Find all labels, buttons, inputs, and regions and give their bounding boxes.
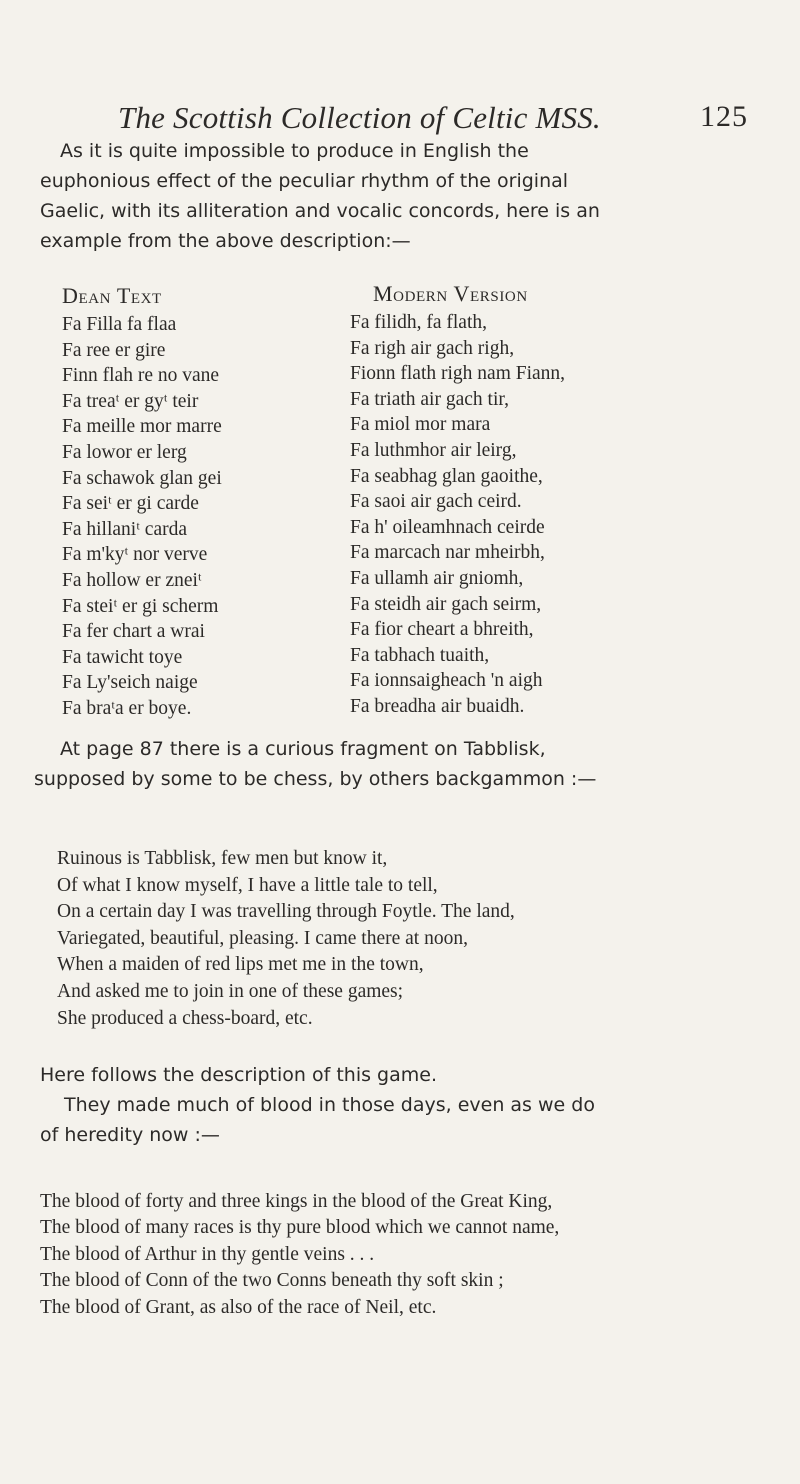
verse-line: Fa braᵗa er boye. (62, 697, 192, 719)
verse-line: Fa steiᵗ er gi scherm (62, 595, 219, 617)
verse-line: Fionn flath righ nam Fiann, (350, 363, 566, 385)
verse-line: Fa h' oileamhnach ceirde (350, 516, 545, 538)
verse-line: Finn flah re no vane (62, 365, 220, 387)
blood-line: The blood of forty and three kings in the blood of the Great King, (40, 1191, 553, 1212)
verse-line: Fa hollow er zneiᵗ (62, 569, 202, 591)
verse-line: Fa meille mor marre (62, 416, 222, 438)
blood-line: The blood of Grant, as also of the race of Neil, etc. (40, 1296, 437, 1318)
verse-line: Fa seiᵗ er gi carde (62, 493, 199, 515)
verse-line: Fa breadha air buaidh. (350, 695, 525, 717)
modern-version-verse (350, 310, 565, 720)
verse-line: Fa ionnsaigheach 'n aigh (350, 670, 543, 692)
verse-line: Fa lowor er lerg (62, 441, 187, 463)
poem-line: She produced a chess-board, etc. (57, 1007, 313, 1029)
poem-line: Of what I know myself, I have a little tale to tell, (57, 874, 438, 896)
intro-line: Gaelic, with its alliteration and vocalic concords, here is an (40, 200, 600, 222)
verse-line: Fa righ air gach righ, (350, 337, 515, 359)
poem-line: Variegated, beautiful, pleasing. I came there at noon, (57, 927, 468, 949)
verse-line: Fa miol mor mara (350, 414, 491, 436)
verse-line: Fa fer chart a wrai (62, 621, 205, 643)
modern-version-column (350, 282, 565, 720)
verse-line: Fa ullamh air gniomh, (350, 567, 524, 589)
verse-line: Fa luthmhor air leirg, (350, 439, 517, 461)
running-head (118, 100, 748, 140)
intro-line: As it is quite impossible to produce in English the (60, 140, 529, 162)
verse-line: Fa seabhag glan gaoithe, (350, 465, 543, 487)
verse-line: Fa fior cheart a bhreith, (350, 619, 534, 641)
verse-line: Fa Filla fa flaa (62, 314, 177, 335)
verse-line: Fa treaᵗ er gyᵗ teir (62, 390, 199, 412)
chess-intro-line: supposed by some to be chess, by others backgammon :— (34, 768, 597, 790)
verse-line: Fa ree er gire (62, 339, 166, 361)
intro-paragraph (40, 136, 762, 256)
dean-text-verse (62, 312, 222, 722)
verse-line: Fa Ly'seich naige (62, 672, 198, 694)
verse-line: Fa schawok glan gei (62, 467, 222, 489)
follows-paragraph (40, 1060, 780, 1150)
verse-line: Fa steidh air gach seirm, (350, 593, 542, 615)
dean-text-column (62, 282, 222, 722)
verse-line: Fa hillaniᵗ carda (62, 518, 188, 540)
modern-version-heading: Modern Version (373, 281, 528, 306)
page-number: 125 (700, 100, 748, 133)
verse-line: Fa marcach nar mheirbh, (350, 542, 545, 564)
verse-line: Fa tabhach tuaith, (350, 644, 490, 666)
blood-line: The blood of Conn of the two Conns beneath thy soft skin ; (40, 1270, 504, 1292)
verse-line: Fa tawicht toye (62, 646, 183, 668)
dean-text-heading: Dean Text (62, 283, 162, 308)
chess-intro-paragraph (34, 734, 774, 794)
chess-intro-line: At page 87 there is a curious fragment on Tabblisk, (60, 738, 546, 760)
poem-line: On a certain day I was travelling through Foytle. The land, (57, 901, 515, 923)
blood-poem (40, 1189, 790, 1321)
blood-line: The blood of many races is thy pure blood which we cannot name, (40, 1217, 560, 1239)
blood-line: The blood of Arthur in thy gentle veins . . . (40, 1243, 375, 1265)
poem-line: When a maiden of red lips met me in the town, (57, 954, 424, 976)
running-title: The Scottish Collection of Celtic MSS. (118, 100, 601, 135)
tabblisk-poem (57, 846, 777, 1032)
verse-line: Fa saoi air gach ceird. (350, 491, 522, 513)
verse-line: Fa filidh, fa flath, (350, 312, 488, 333)
intro-line: euphonious effect of the peculiar rhythm of the original (40, 170, 569, 192)
verse-line: Fa m'kyᵗ nor verve (62, 544, 208, 566)
poem-line: Ruinous is Tabblisk, few men but know it, (57, 848, 388, 869)
poem-line: And asked me to join in one of these games; (57, 980, 404, 1002)
follows-line: of heredity now :— (40, 1124, 220, 1146)
follows-line: They made much of blood in those days, even as we do (64, 1094, 595, 1116)
follows-line: Here follows the description of this game. (40, 1064, 437, 1086)
verse-line: Fa triath air gach tir, (350, 388, 509, 410)
intro-line: example from the above description:— (40, 230, 411, 252)
